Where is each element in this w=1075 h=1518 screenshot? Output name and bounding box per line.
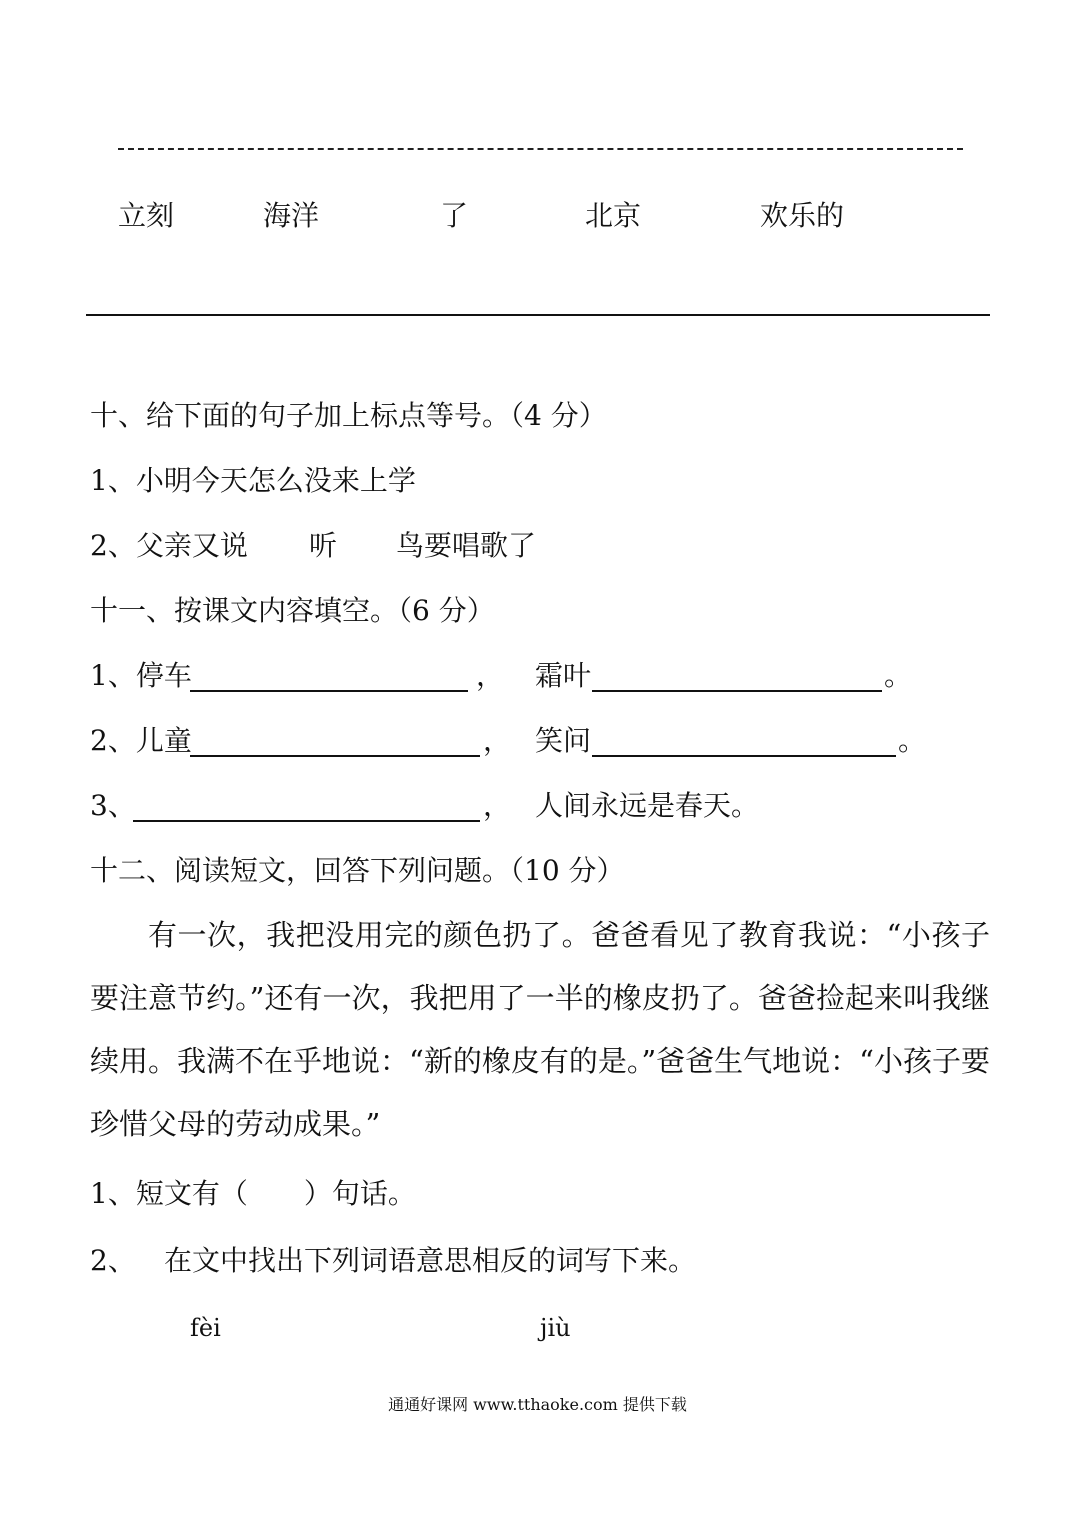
fill2-prefix: 2、儿童 — [90, 724, 192, 757]
fill1-blank-left[interactable] — [190, 664, 468, 692]
fill1-blank-right[interactable] — [592, 664, 882, 692]
dashed-answer-line — [118, 148, 963, 150]
fill1-comma: ， — [476, 659, 505, 692]
word-2: 海洋 — [263, 199, 320, 232]
section12-q2-number: 2、 — [90, 1244, 136, 1277]
section10-q2-part2: 听 — [309, 529, 338, 562]
section12-q2-text: 在文中找出下列词语意思相反的词写下来。 — [164, 1244, 697, 1277]
fill3-right: 人间永远是春天。 — [535, 789, 760, 822]
fill2-end: 。 — [898, 724, 927, 757]
word-1: 立刻 — [118, 199, 175, 232]
fill2-right: 笑问 — [535, 724, 592, 757]
section10-q1: 1、小明今天怎么没来上学 — [90, 464, 416, 497]
section12-q1: 1、短文有（ ）句话。 — [90, 1177, 416, 1210]
word-4: 北京 — [585, 199, 642, 232]
fill1-right: 霜叶 — [535, 659, 592, 692]
pinyin-fei: fèi — [190, 1314, 221, 1342]
section11-title: 十一、按课文内容填空。（6 分） — [90, 594, 495, 627]
fill1-end: 。 — [884, 659, 913, 692]
section12-title: 十二、阅读短文，回答下列问题。（10 分） — [90, 854, 625, 887]
fill3-comma: ， — [483, 789, 512, 822]
section10-q2-part3: 鸟要唱歌了 — [396, 529, 537, 562]
word-5: 欢乐的 — [760, 199, 845, 232]
section10-q2-part1: 2、父亲又说 — [90, 529, 248, 562]
fill3-blank-left[interactable] — [133, 794, 480, 822]
fill2-blank-right[interactable] — [592, 729, 896, 757]
footer-credit: 通通好课网 www.tthaoke.com 提供下载 — [388, 1395, 687, 1414]
fill3-prefix: 3、 — [90, 789, 136, 822]
fill1-prefix: 1、停车 — [90, 659, 192, 692]
pinyin-jiu: jiù — [540, 1314, 571, 1342]
answer-line — [86, 314, 990, 316]
fill2-comma: ， — [483, 724, 512, 757]
fill2-blank-left[interactable] — [190, 729, 480, 757]
reading-passage: 有一次，我把没用完的颜色扔了。爸爸看见了教育我说：“小孩子要注意节约。”还有一次，我把用了一半的橡皮扔了。爸爸捡起来叫我继续用。我满不在乎地说：“新的橡皮有的是。”爸爸生气地说：“小孩子要珍惜父母的劳动成果。” — [90, 918, 990, 1141]
word-3: 了 — [440, 199, 469, 232]
section10-title: 十、给下面的句子加上标点等号。（4 分） — [90, 399, 607, 432]
